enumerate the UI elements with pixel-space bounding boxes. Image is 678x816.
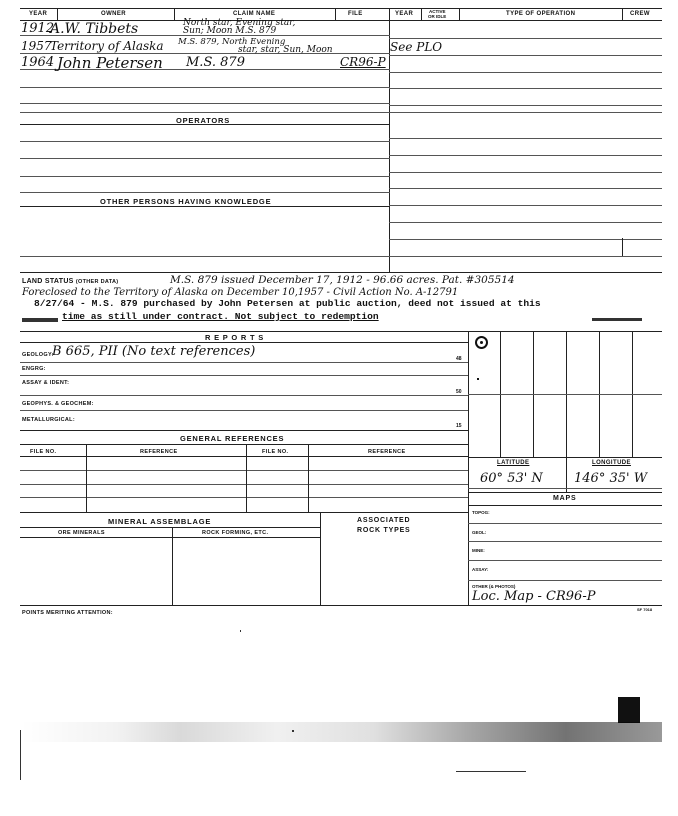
header-year: YEAR xyxy=(29,11,48,17)
ore-minerals-header: ORE MINERALS xyxy=(58,530,105,536)
land-status-line2: Foreclosed to the Territory of Alaska on December 10,1957 - Civil Action No. A-12791 xyxy=(22,287,459,298)
margin-number-50: 50 xyxy=(456,389,462,395)
location-marker-icon xyxy=(475,336,488,349)
operators-label: OPERATORS xyxy=(176,116,231,125)
header-claim-name: CLAIM NAME xyxy=(233,11,276,17)
reports-title: R E P O R T S xyxy=(205,333,265,342)
row3-file: CR96-P xyxy=(340,55,386,69)
header-file: FILE xyxy=(348,11,363,17)
header-crew: CREW xyxy=(630,11,650,17)
geology-label: GEOLOGY: xyxy=(22,352,54,358)
maps-mine: MINE: xyxy=(472,548,485,553)
row2-claim-line2: star, star, Sun, Moon xyxy=(238,45,333,55)
row1-claim-line2: Sun; Moon M.S. 879 xyxy=(183,26,277,36)
longitude-label: LONGITUDE xyxy=(592,460,631,466)
col-file-no: FILE NO. xyxy=(30,449,57,455)
general-references-title: GENERAL REFERENCES xyxy=(180,434,285,443)
rock-types-header: ROCK TYPES xyxy=(357,527,411,534)
header-year2: YEAR xyxy=(395,11,414,17)
land-status-label: LAND STATUS (OTHER DATA) xyxy=(22,278,119,285)
margin-number-48: 48 xyxy=(456,356,462,362)
header-active: ACTIVE xyxy=(429,9,446,14)
maps-geol: GEOL: xyxy=(472,530,487,535)
margin-number-15: 15 xyxy=(456,423,462,429)
row1-year: 1912 xyxy=(21,21,55,36)
maps-other-label: OTHER (& PHOTOS) xyxy=(472,584,516,589)
col-file-no2: FILE NO. xyxy=(262,449,289,455)
assay-ident-label: ASSAY & IDENT: xyxy=(22,380,70,386)
col-reference2: REFERENCE xyxy=(368,449,406,455)
geology-value: B 665, PII (No text references) xyxy=(52,344,256,359)
latitude-label: LATITUDE xyxy=(497,460,530,466)
other-persons-label: OTHER PERSONS HAVING KNOWLEDGE xyxy=(100,197,272,206)
scan-artifact-dot2 xyxy=(292,730,294,732)
maps-title: MAPS xyxy=(553,495,577,502)
mineral-assemblage-title: MINERAL ASSEMBLAGE xyxy=(108,517,212,526)
header-owner: OWNER xyxy=(101,11,126,17)
rock-forming-header: ROCK FORMING, ETC. xyxy=(202,530,269,536)
scan-artifact-block xyxy=(618,697,640,723)
land-status-line1: M.S. 879 issued December 17, 1912 - 96.66 acres. Pat. #305514 xyxy=(170,274,515,286)
row2-year: 1957 xyxy=(21,39,52,53)
associated-header: ASSOCIATED xyxy=(357,517,411,524)
row2-file: See PLO xyxy=(390,40,443,54)
col-reference: REFERENCE xyxy=(140,449,178,455)
land-status-line3: 8/27/64 - M.S. 879 purchased by John Petersen at public auction, deed not issued at this xyxy=(34,298,541,309)
maps-topog: TOPOG: xyxy=(472,510,490,515)
row3-claim: M.S. 879 xyxy=(186,55,245,70)
redaction-mark xyxy=(22,318,58,322)
latitude-value: 60° 53' N xyxy=(480,471,543,486)
land-status-line4: time as still under contract. Not subject to redemption xyxy=(62,311,379,322)
scan-artifact-band xyxy=(20,722,662,742)
metallurgical-label: METALLURGICAL: xyxy=(22,417,75,423)
row2-claim-line1: M.S. 879, North Evening xyxy=(178,37,286,47)
row1-owner: A.W. Tibbets xyxy=(50,21,139,37)
scan-artifact-edge xyxy=(20,730,21,780)
row2-owner: Territory of Alaska xyxy=(50,39,164,53)
form-number: SF 7018 xyxy=(637,607,653,612)
maps-other-value: Loc. Map - CR96-P xyxy=(472,589,596,604)
header-type-of-operation: TYPE OF OPERATION xyxy=(506,11,576,17)
scan-artifact-dot xyxy=(240,630,241,632)
row1-claim-line1: North star, Evening star, xyxy=(183,18,296,28)
maps-assay: ASSAY: xyxy=(472,567,489,572)
redaction-mark-right xyxy=(592,318,642,321)
row3-owner: John Petersen xyxy=(57,54,163,72)
header-idle: OR IDLE xyxy=(428,14,447,19)
scan-artifact-line xyxy=(456,771,526,772)
points-meriting-attention-label: POINTS MERITING ATTENTION: xyxy=(22,610,113,616)
row3-year: 1964 xyxy=(21,55,55,70)
geophys-label: GEOPHYS. & GEOCHEM: xyxy=(22,401,94,407)
longitude-value: 146° 35' W xyxy=(574,471,648,486)
engrg-label: ENGRG: xyxy=(22,366,46,372)
